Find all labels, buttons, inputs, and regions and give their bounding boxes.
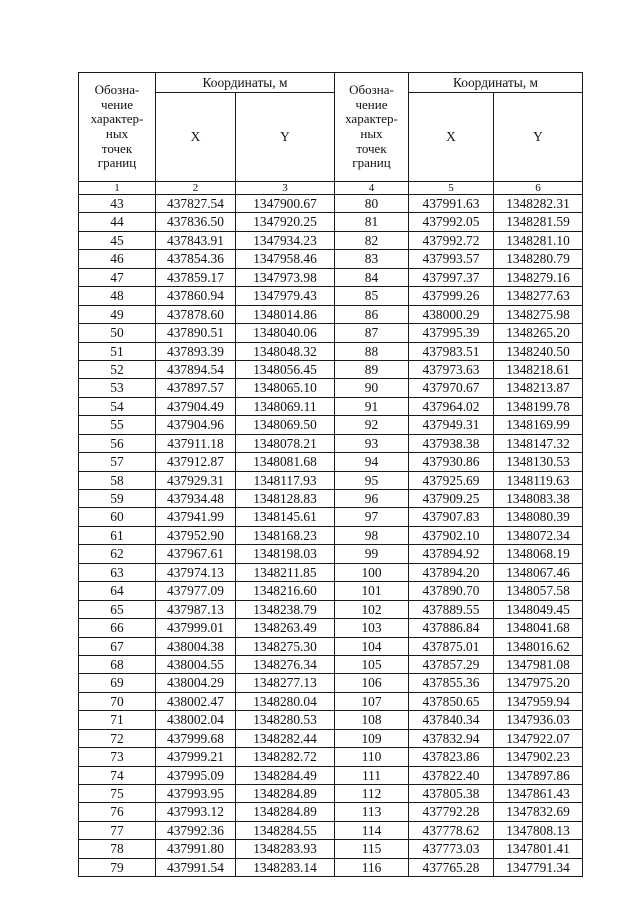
y-cell: 1348213.87 [494, 379, 583, 397]
point-id-cell: 51 [79, 342, 156, 360]
x-cell: 437993.12 [156, 803, 236, 821]
x-cell: 437938.38 [409, 434, 494, 452]
y-cell: 1347922.07 [494, 729, 583, 747]
y-cell: 1348280.04 [236, 692, 335, 710]
column-number: 3 [236, 182, 335, 195]
y-cell: 1348279.16 [494, 268, 583, 286]
point-id-cell: 60 [79, 508, 156, 526]
point-id-cell: 44 [79, 213, 156, 231]
y-header-left: Y [236, 93, 335, 182]
point-id-cell: 81 [335, 213, 409, 231]
y-cell: 1348284.89 [236, 803, 335, 821]
x-cell: 437991.80 [156, 840, 236, 858]
y-cell: 1348083.38 [494, 490, 583, 508]
y-cell: 1348069.11 [236, 397, 335, 415]
point-id-cell: 103 [335, 619, 409, 637]
x-cell: 438004.29 [156, 674, 236, 692]
x-cell: 437893.39 [156, 342, 236, 360]
x-cell: 437999.26 [409, 287, 494, 305]
x-cell: 437827.54 [156, 195, 236, 213]
y-cell: 1348280.53 [236, 711, 335, 729]
table-row [79, 250, 583, 268]
y-cell: 1347973.98 [236, 268, 335, 286]
point-id-cell: 45 [79, 231, 156, 249]
y-cell: 1347934.23 [236, 231, 335, 249]
table-row [79, 231, 583, 249]
y-cell: 1348048.32 [236, 342, 335, 360]
table-row [79, 803, 583, 821]
x-cell: 437840.34 [409, 711, 494, 729]
x-cell: 437904.96 [156, 416, 236, 434]
x-cell: 437941.99 [156, 508, 236, 526]
x-cell: 438004.55 [156, 655, 236, 673]
table-row [79, 342, 583, 360]
y-header-right: Y [494, 93, 583, 182]
point-id-cell: 76 [79, 803, 156, 821]
y-cell: 1348280.79 [494, 250, 583, 268]
y-cell: 1348072.34 [494, 526, 583, 544]
x-cell: 437999.21 [156, 748, 236, 766]
x-cell: 437992.36 [156, 821, 236, 839]
y-cell: 1347902.23 [494, 748, 583, 766]
x-cell: 437875.01 [409, 637, 494, 655]
designation-header-right-text: Обозна- чение характер- ных точек границ [345, 82, 398, 171]
y-cell: 1348216.60 [236, 582, 335, 600]
x-cell: 438004.38 [156, 637, 236, 655]
designation-header-left [79, 73, 156, 182]
x-cell: 437964.02 [409, 397, 494, 415]
y-cell: 1348275.98 [494, 305, 583, 323]
point-id-cell: 98 [335, 526, 409, 544]
point-id-cell: 105 [335, 655, 409, 673]
x-cell: 437894.20 [409, 563, 494, 581]
y-cell: 1348218.61 [494, 360, 583, 378]
x-cell: 437977.09 [156, 582, 236, 600]
x-cell: 437897.57 [156, 379, 236, 397]
point-id-cell: 107 [335, 692, 409, 710]
point-id-cell: 101 [335, 582, 409, 600]
y-cell: 1348016.62 [494, 637, 583, 655]
point-id-cell: 91 [335, 397, 409, 415]
point-id-cell: 59 [79, 490, 156, 508]
table-row [79, 619, 583, 637]
point-id-cell: 74 [79, 766, 156, 784]
y-cell: 1348283.93 [236, 840, 335, 858]
point-id-cell: 75 [79, 785, 156, 803]
y-cell: 1348199.78 [494, 397, 583, 415]
x-cell: 437886.84 [409, 619, 494, 637]
x-cell: 437911.18 [156, 434, 236, 452]
x-cell: 437987.13 [156, 600, 236, 618]
point-id-cell: 73 [79, 748, 156, 766]
x-cell: 437850.65 [409, 692, 494, 710]
point-id-cell: 43 [79, 195, 156, 213]
point-id-cell: 83 [335, 250, 409, 268]
x-cell: 437995.39 [409, 324, 494, 342]
point-id-cell: 106 [335, 674, 409, 692]
x-cell: 437878.60 [156, 305, 236, 323]
point-id-cell: 99 [335, 545, 409, 563]
x-cell: 437912.87 [156, 453, 236, 471]
x-cell: 437889.55 [409, 600, 494, 618]
point-id-cell: 64 [79, 582, 156, 600]
x-cell: 437822.40 [409, 766, 494, 784]
y-cell: 1348238.79 [236, 600, 335, 618]
point-id-cell: 56 [79, 434, 156, 452]
x-cell: 437894.54 [156, 360, 236, 378]
x-cell: 437890.51 [156, 324, 236, 342]
point-id-cell: 116 [335, 858, 409, 876]
y-cell: 1348277.63 [494, 287, 583, 305]
x-cell: 437904.49 [156, 397, 236, 415]
y-cell: 1348282.44 [236, 729, 335, 747]
y-cell: 1347801.41 [494, 840, 583, 858]
x-cell: 437907.83 [409, 508, 494, 526]
x-cell: 437860.94 [156, 287, 236, 305]
coordinates-header-left: Координаты, м [156, 73, 335, 93]
y-cell: 1348283.14 [236, 858, 335, 876]
point-id-cell: 48 [79, 287, 156, 305]
y-cell: 1347791.34 [494, 858, 583, 876]
point-id-cell: 62 [79, 545, 156, 563]
y-cell: 1348263.49 [236, 619, 335, 637]
x-cell: 437805.38 [409, 785, 494, 803]
y-cell: 1348056.45 [236, 360, 335, 378]
point-id-cell: 113 [335, 803, 409, 821]
table-row [79, 416, 583, 434]
x-cell: 437949.31 [409, 416, 494, 434]
y-cell: 1348168.23 [236, 526, 335, 544]
point-id-cell: 87 [335, 324, 409, 342]
table-row [79, 729, 583, 747]
y-cell: 1348276.34 [236, 655, 335, 673]
table-row [79, 563, 583, 581]
designation-header-left-text: Обозна- чение характер- ных точек границ [90, 82, 144, 171]
x-cell: 437952.90 [156, 526, 236, 544]
point-id-cell: 111 [335, 766, 409, 784]
x-cell: 437778.62 [409, 821, 494, 839]
point-id-cell: 69 [79, 674, 156, 692]
document-page [78, 72, 582, 877]
point-id-cell: 50 [79, 324, 156, 342]
y-cell: 1348065.10 [236, 379, 335, 397]
y-cell: 1348277.13 [236, 674, 335, 692]
x-cell: 438002.47 [156, 692, 236, 710]
y-cell: 1347861.43 [494, 785, 583, 803]
y-cell: 1348282.72 [236, 748, 335, 766]
y-cell: 1348145.61 [236, 508, 335, 526]
y-cell: 1348147.32 [494, 434, 583, 452]
x-cell: 437836.50 [156, 213, 236, 231]
point-id-cell: 49 [79, 305, 156, 323]
table-row [79, 526, 583, 544]
x-cell: 437859.17 [156, 268, 236, 286]
point-id-cell: 57 [79, 453, 156, 471]
x-cell: 437993.95 [156, 785, 236, 803]
table-row [79, 305, 583, 323]
y-cell: 1348057.58 [494, 582, 583, 600]
table-body [79, 195, 583, 877]
x-cell: 437929.31 [156, 471, 236, 489]
y-cell: 1348117.93 [236, 471, 335, 489]
table-row [79, 324, 583, 342]
x-header-right: X [409, 93, 494, 182]
y-cell: 1348284.55 [236, 821, 335, 839]
table-row [79, 287, 583, 305]
y-cell: 1347936.03 [494, 711, 583, 729]
table-row [79, 711, 583, 729]
table-row [79, 766, 583, 784]
y-cell: 1348067.46 [494, 563, 583, 581]
point-id-cell: 94 [335, 453, 409, 471]
x-cell: 437765.28 [409, 858, 494, 876]
y-cell: 1348281.10 [494, 231, 583, 249]
coordinates-header-right: Координаты, м [409, 73, 583, 93]
point-id-cell: 104 [335, 637, 409, 655]
point-id-cell: 110 [335, 748, 409, 766]
x-cell: 437993.57 [409, 250, 494, 268]
y-cell: 1348080.39 [494, 508, 583, 526]
y-cell: 1347958.46 [236, 250, 335, 268]
point-id-cell: 79 [79, 858, 156, 876]
point-id-cell: 95 [335, 471, 409, 489]
point-id-cell: 80 [335, 195, 409, 213]
table-row [79, 785, 583, 803]
y-cell: 1348119.63 [494, 471, 583, 489]
y-cell: 1347808.13 [494, 821, 583, 839]
column-number: 6 [494, 182, 583, 195]
x-cell: 437974.13 [156, 563, 236, 581]
y-cell: 1348130.53 [494, 453, 583, 471]
table-row [79, 490, 583, 508]
point-id-cell: 114 [335, 821, 409, 839]
coordinates-table [78, 72, 583, 877]
table-row [79, 471, 583, 489]
x-cell: 437983.51 [409, 342, 494, 360]
point-id-cell: 66 [79, 619, 156, 637]
y-cell: 1348014.86 [236, 305, 335, 323]
y-cell: 1348069.50 [236, 416, 335, 434]
x-cell: 437792.28 [409, 803, 494, 821]
x-cell: 437773.03 [409, 840, 494, 858]
table-row [79, 545, 583, 563]
x-cell: 437967.61 [156, 545, 236, 563]
point-id-cell: 109 [335, 729, 409, 747]
point-id-cell: 46 [79, 250, 156, 268]
x-cell: 437934.48 [156, 490, 236, 508]
point-id-cell: 55 [79, 416, 156, 434]
point-id-cell: 115 [335, 840, 409, 858]
table-row [79, 748, 583, 766]
column-number: 5 [409, 182, 494, 195]
x-cell: 437992.05 [409, 213, 494, 231]
y-cell: 1347959.94 [494, 692, 583, 710]
point-id-cell: 65 [79, 600, 156, 618]
y-cell: 1348240.50 [494, 342, 583, 360]
x-cell: 437909.25 [409, 490, 494, 508]
x-cell: 437902.10 [409, 526, 494, 544]
y-cell: 1348041.68 [494, 619, 583, 637]
point-id-cell: 89 [335, 360, 409, 378]
y-cell: 1347900.67 [236, 195, 335, 213]
point-id-cell: 108 [335, 711, 409, 729]
point-id-cell: 85 [335, 287, 409, 305]
point-id-cell: 53 [79, 379, 156, 397]
x-cell: 437832.94 [409, 729, 494, 747]
table-row [79, 213, 583, 231]
point-id-cell: 58 [79, 471, 156, 489]
x-cell: 437925.69 [409, 471, 494, 489]
x-cell: 437999.01 [156, 619, 236, 637]
table-row [79, 379, 583, 397]
point-id-cell: 82 [335, 231, 409, 249]
y-cell: 1347897.86 [494, 766, 583, 784]
point-id-cell: 102 [335, 600, 409, 618]
column-number-row [79, 182, 583, 195]
point-id-cell: 47 [79, 268, 156, 286]
point-id-cell: 100 [335, 563, 409, 581]
point-id-cell: 112 [335, 785, 409, 803]
y-cell: 1348282.31 [494, 195, 583, 213]
table-row [79, 397, 583, 415]
y-cell: 1348128.83 [236, 490, 335, 508]
y-cell: 1348081.68 [236, 453, 335, 471]
y-cell: 1348169.99 [494, 416, 583, 434]
table-row [79, 360, 583, 378]
x-cell: 437999.68 [156, 729, 236, 747]
point-id-cell: 70 [79, 692, 156, 710]
y-cell: 1348284.49 [236, 766, 335, 784]
y-cell: 1348068.19 [494, 545, 583, 563]
x-cell: 438000.29 [409, 305, 494, 323]
x-cell: 437823.86 [409, 748, 494, 766]
table-row [79, 453, 583, 471]
y-cell: 1347979.43 [236, 287, 335, 305]
y-cell: 1348281.59 [494, 213, 583, 231]
point-id-cell: 68 [79, 655, 156, 673]
y-cell: 1347920.25 [236, 213, 335, 231]
y-cell: 1348078.21 [236, 434, 335, 452]
x-cell: 437890.70 [409, 582, 494, 600]
point-id-cell: 90 [335, 379, 409, 397]
table-row [79, 637, 583, 655]
point-id-cell: 97 [335, 508, 409, 526]
column-number: 2 [156, 182, 236, 195]
table-row [79, 858, 583, 876]
table-row [79, 655, 583, 673]
point-id-cell: 86 [335, 305, 409, 323]
point-id-cell: 88 [335, 342, 409, 360]
table-row [79, 692, 583, 710]
y-cell: 1347975.20 [494, 674, 583, 692]
x-cell: 437973.63 [409, 360, 494, 378]
column-number: 4 [335, 182, 409, 195]
table-row [79, 840, 583, 858]
column-number: 1 [79, 182, 156, 195]
y-cell: 1348049.45 [494, 600, 583, 618]
x-cell: 437995.09 [156, 766, 236, 784]
x-cell: 437843.91 [156, 231, 236, 249]
point-id-cell: 78 [79, 840, 156, 858]
point-id-cell: 67 [79, 637, 156, 655]
table-row [79, 674, 583, 692]
x-cell: 437855.36 [409, 674, 494, 692]
x-cell: 437997.37 [409, 268, 494, 286]
y-cell: 1348265.20 [494, 324, 583, 342]
y-cell: 1348284.89 [236, 785, 335, 803]
x-cell: 437894.92 [409, 545, 494, 563]
table-row [79, 508, 583, 526]
x-cell: 437854.36 [156, 250, 236, 268]
y-cell: 1347832.69 [494, 803, 583, 821]
table-row [79, 582, 583, 600]
point-id-cell: 63 [79, 563, 156, 581]
y-cell: 1348198.03 [236, 545, 335, 563]
table-row [79, 821, 583, 839]
designation-header-right [335, 73, 409, 182]
y-cell: 1348275.30 [236, 637, 335, 655]
y-cell: 1348040.06 [236, 324, 335, 342]
point-id-cell: 84 [335, 268, 409, 286]
x-header-left: X [156, 93, 236, 182]
x-cell: 437970.67 [409, 379, 494, 397]
point-id-cell: 93 [335, 434, 409, 452]
x-cell: 437857.29 [409, 655, 494, 673]
table-row [79, 434, 583, 452]
point-id-cell: 61 [79, 526, 156, 544]
point-id-cell: 52 [79, 360, 156, 378]
x-cell: 437992.72 [409, 231, 494, 249]
x-cell: 438002.04 [156, 711, 236, 729]
y-cell: 1347981.08 [494, 655, 583, 673]
table-row [79, 600, 583, 618]
table-row [79, 268, 583, 286]
table-row [79, 195, 583, 213]
point-id-cell: 72 [79, 729, 156, 747]
y-cell: 1348211.85 [236, 563, 335, 581]
point-id-cell: 54 [79, 397, 156, 415]
point-id-cell: 96 [335, 490, 409, 508]
point-id-cell: 77 [79, 821, 156, 839]
point-id-cell: 92 [335, 416, 409, 434]
x-cell: 437930.86 [409, 453, 494, 471]
x-cell: 437991.63 [409, 195, 494, 213]
point-id-cell: 71 [79, 711, 156, 729]
x-cell: 437991.54 [156, 858, 236, 876]
